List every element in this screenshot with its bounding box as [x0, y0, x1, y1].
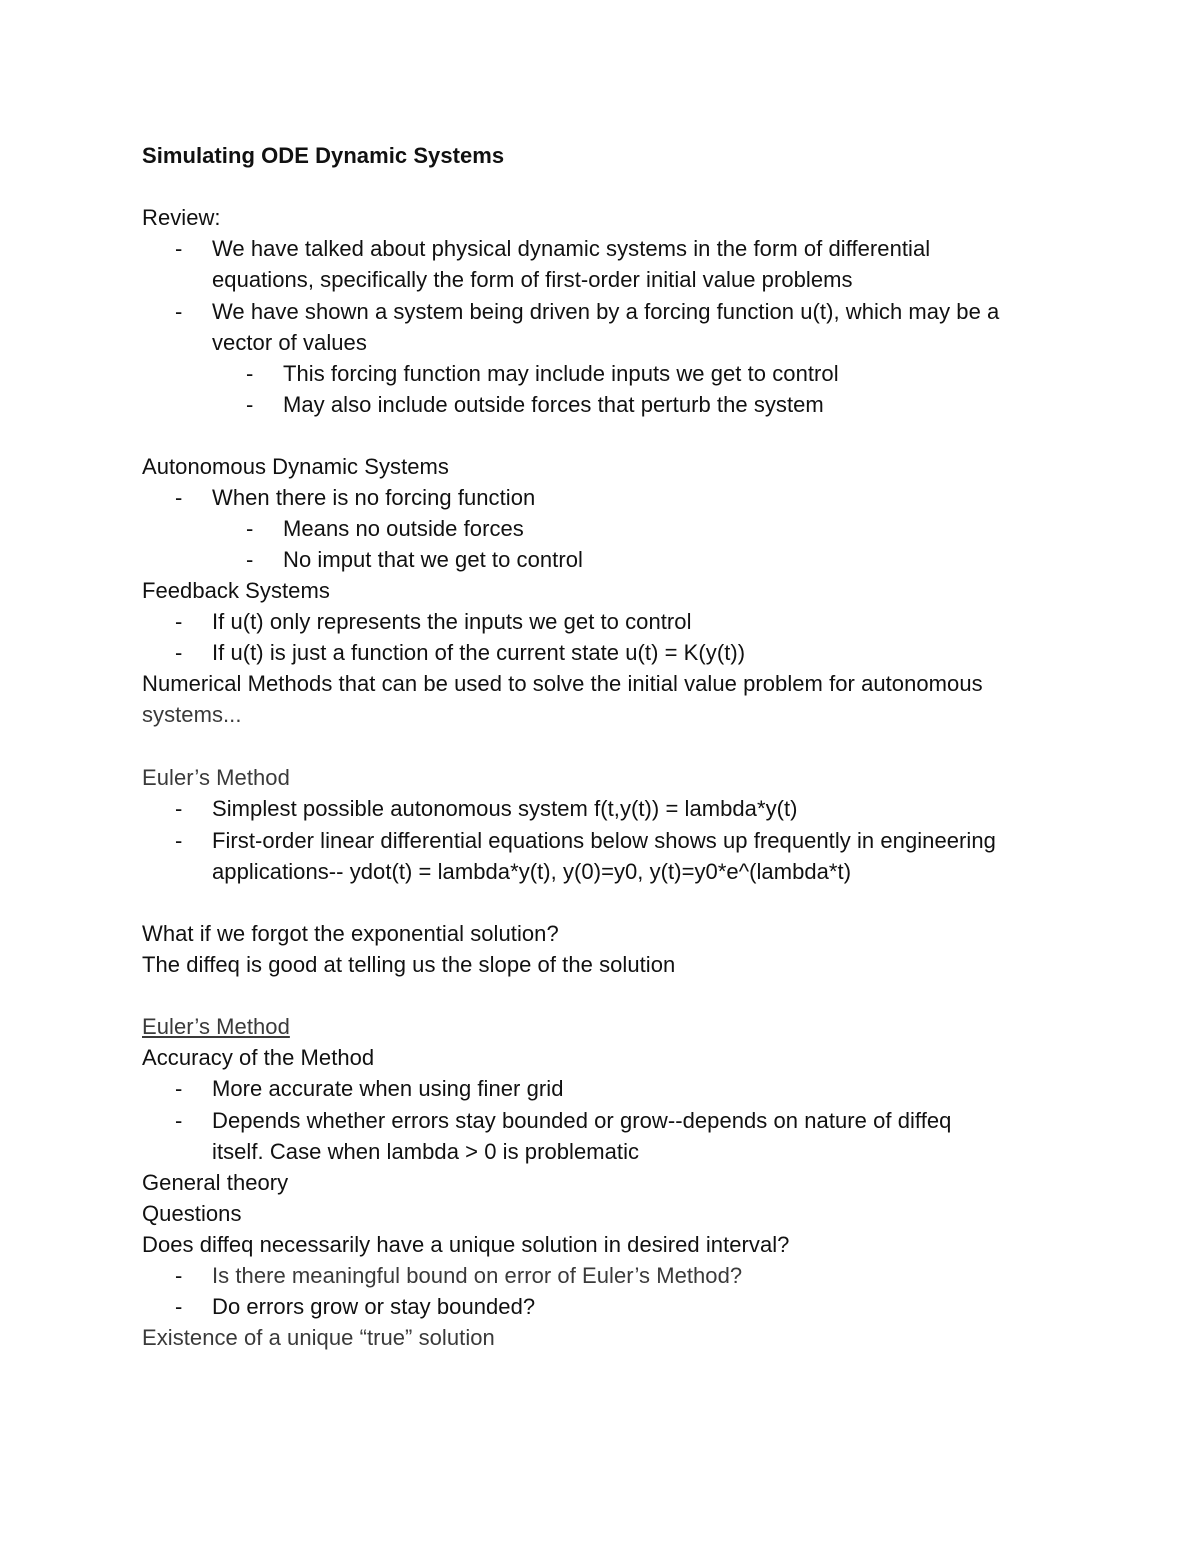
sub-bullet-dash: - — [246, 392, 254, 417]
bullet-text: If u(t) only represents the inputs we get to control — [212, 609, 692, 634]
sub-bullet-text: May also include outside forces that perturb the system — [283, 392, 824, 417]
bullet-text-continued: itself. Case when lambda > 0 is problematic — [212, 1139, 640, 1164]
bullet-text-continued: vector of values — [212, 330, 367, 355]
bullet-dash: - — [175, 236, 183, 261]
sub-bullet-dash: - — [246, 547, 254, 572]
bullet-text-continued: applications-- ydot(t) = lambda*y(t), y(0)=y0, y(t)=y0*e^(lambda*t) — [212, 859, 852, 884]
review-heading: Review: — [142, 205, 221, 230]
sub-bullet-dash: - — [246, 516, 254, 541]
slope-statement: The diffeq is good at telling us the slope of the solution — [142, 952, 676, 977]
questions-heading: Questions — [142, 1201, 242, 1226]
feedback-heading: Feedback Systems — [142, 578, 330, 603]
general-theory-heading: General theory — [142, 1170, 289, 1195]
bullet-dash: - — [175, 1294, 183, 1319]
sub-bullet-text: This forcing function may include inputs we get to control — [283, 361, 839, 386]
bullet-dash: - — [175, 485, 183, 510]
sub-bullet-text: Means no outside forces — [283, 516, 524, 541]
bullet-text: Do errors grow or stay bounded? — [212, 1294, 536, 1319]
bullet-text: More accurate when using finer grid — [212, 1076, 564, 1101]
document-title: Simulating ODE Dynamic Systems — [142, 143, 505, 168]
bullet-text: When there is no forcing function — [212, 485, 536, 510]
bullet-text: Is there meaningful bound on error of Euler’s Method? — [212, 1263, 743, 1288]
euler-method-link[interactable]: Euler’s Method — [142, 1014, 290, 1039]
bullet-text: Depends whether errors stay bounded or grow--depends on nature of diffeq — [212, 1108, 952, 1133]
bullet-text: We have talked about physical dynamic systems in the form of differential — [212, 236, 931, 261]
bullet-dash: - — [175, 299, 183, 324]
existence-heading: Existence of a unique “true” solution — [142, 1325, 495, 1350]
bullet-text: Simplest possible autonomous system f(t,y(t)) = lambda*y(t) — [212, 796, 798, 821]
unique-solution-question: Does diffeq necessarily have a unique solution in desired interval? — [142, 1232, 790, 1257]
forgot-question: What if we forgot the exponential solution? — [142, 921, 559, 946]
bullet-dash: - — [175, 828, 183, 853]
sub-bullet-dash: - — [246, 361, 254, 386]
bullet-dash: - — [175, 640, 183, 665]
sub-bullet-text: No imput that we get to control — [283, 547, 583, 572]
bullet-dash: - — [175, 1076, 183, 1101]
autonomous-heading: Autonomous Dynamic Systems — [142, 454, 449, 479]
bullet-text: First-order linear differential equations below shows up frequently in engineering — [212, 828, 996, 853]
euler-heading: Euler’s Method — [142, 765, 290, 790]
bullet-dash: - — [175, 796, 183, 821]
bullet-dash: - — [175, 609, 183, 634]
accuracy-heading: Accuracy of the Method — [142, 1045, 375, 1070]
numerical-methods-text-continued: systems... — [142, 702, 242, 727]
bullet-text-continued: equations, specifically the form of first-order initial value problems — [212, 267, 853, 292]
bullet-dash: - — [175, 1108, 183, 1133]
bullet-text: We have shown a system being driven by a forcing function u(t), which may be a — [212, 299, 1000, 324]
bullet-text: If u(t) is just a function of the current state u(t) = K(y(t)) — [212, 640, 746, 665]
bullet-dash: - — [175, 1263, 183, 1288]
numerical-methods-text: Numerical Methods that can be used to solve the initial value problem for autonomous — [142, 671, 983, 696]
